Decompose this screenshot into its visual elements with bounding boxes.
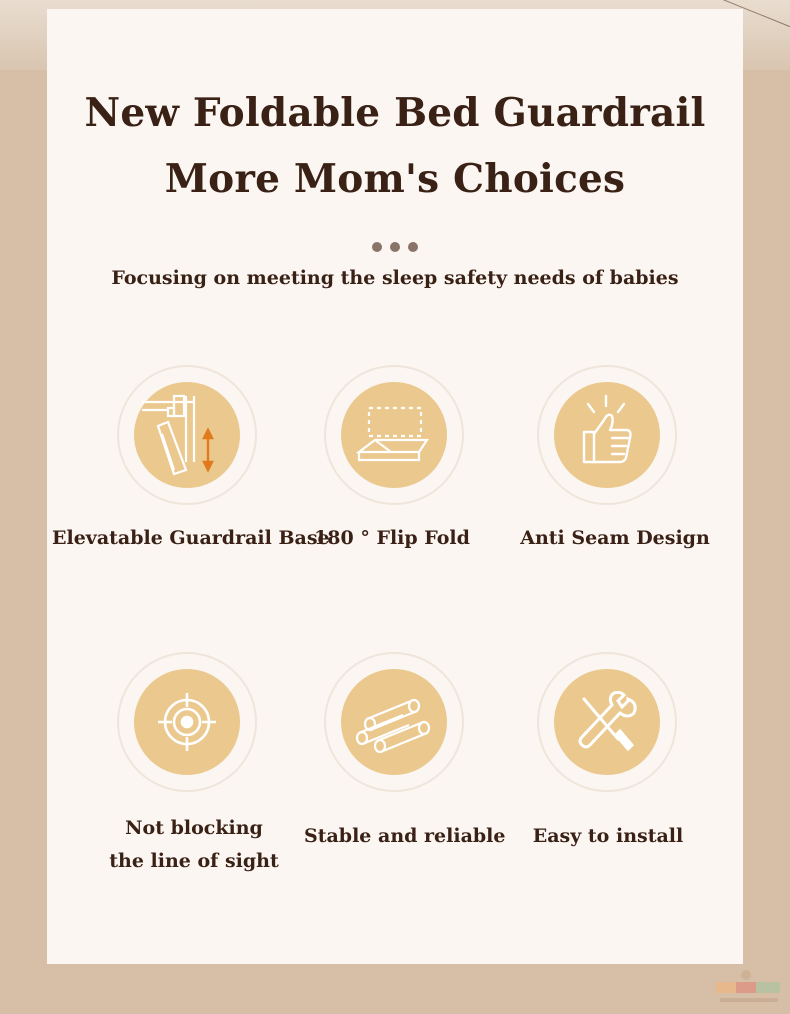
dot bbox=[408, 242, 418, 252]
feature-flip-fold bbox=[324, 365, 464, 505]
thumbs-up-icon bbox=[554, 382, 660, 488]
feature-anti-seam bbox=[537, 365, 677, 505]
feature-label: 180 ° Flip Fold bbox=[314, 527, 470, 549]
dot bbox=[372, 242, 382, 252]
tools-icon bbox=[554, 669, 660, 775]
feature-label: Easy to install bbox=[532, 825, 684, 847]
tubes-icon bbox=[341, 669, 447, 775]
feature-label: Anti Seam Design bbox=[520, 527, 710, 549]
feature-label-multiline bbox=[104, 812, 284, 878]
target-icon bbox=[134, 669, 240, 775]
feature-label: Elevatable Guardrail Base bbox=[52, 527, 330, 549]
feature-elevatable-guardrail bbox=[117, 365, 257, 505]
elevating-guardrail-icon bbox=[134, 382, 240, 488]
feature-easy-install bbox=[537, 652, 677, 792]
feature-stable bbox=[324, 652, 464, 792]
dot bbox=[390, 242, 400, 252]
watermark-logo bbox=[712, 968, 784, 1010]
page-subtitle: Focusing on meeting the sleep safety needs of babies bbox=[111, 267, 679, 289]
flip-fold-icon bbox=[341, 382, 447, 488]
feature-label: Stable and reliable bbox=[304, 825, 506, 847]
page-title-line2: More Mom's Choices bbox=[164, 156, 626, 202]
feature-line-of-sight bbox=[117, 652, 257, 792]
feature-label-line2: the line of sight bbox=[109, 850, 279, 872]
feature-label-line1: Not blocking bbox=[125, 817, 263, 839]
dots-separator bbox=[0, 237, 790, 256]
page-title-line1: New Foldable Bed Guardrail bbox=[84, 90, 706, 136]
